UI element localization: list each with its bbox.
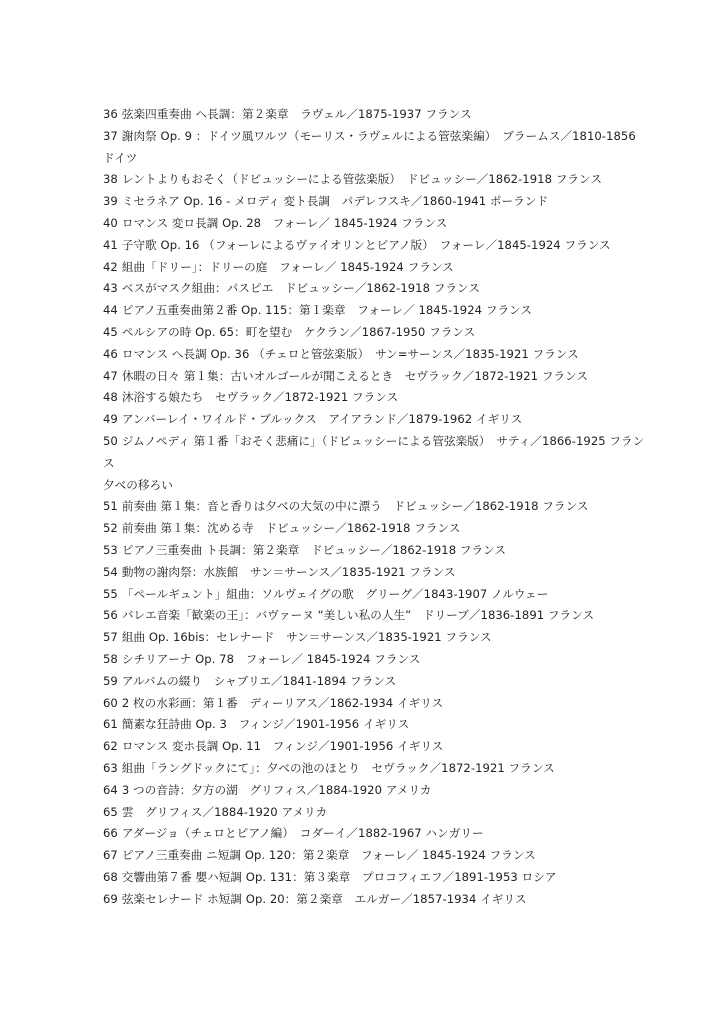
list-item: [103, 693, 623, 715]
list-item: [103, 322, 623, 344]
item-text: ドイツ: [103, 150, 138, 165]
item-number: 48: [103, 390, 118, 405]
item-number: 41: [103, 237, 118, 252]
item-text: 交響曲第７番 嬰ハ短調 Op. 131：第３楽章 プロコフィエフ／1891-1953 ロシア: [121, 869, 557, 884]
list-item: [103, 736, 623, 758]
item-number: 58: [103, 651, 118, 666]
item-number: 40: [103, 215, 118, 230]
item-text: 沐浴する娘たち セヴラック／1872-1921 フランス: [121, 390, 399, 405]
item-text: ミセラネア Op. 16 - メロディ 変ト長調 パデレフスキ／1860-1941 ポーランド: [121, 194, 549, 209]
item-number: 50: [103, 433, 118, 448]
item-number: 68: [103, 869, 118, 884]
list-item: [103, 496, 623, 518]
item-text: 2 枚の水彩画：第１番 ディーリアス／1862-1934 イギリス: [121, 695, 444, 710]
list-item: [103, 300, 623, 322]
item-text: ジムノペディ 第１番「おそく悲痛に」（ドビュッシーによる管弦楽版） サティ／1866-1925 フラン: [121, 433, 645, 448]
item-number: 36: [103, 107, 118, 121]
list-item: [103, 605, 623, 627]
list-item: [103, 518, 623, 540]
item-number: 45: [103, 324, 118, 339]
list-item: [103, 278, 623, 300]
list-item: [103, 823, 623, 845]
item-number: 59: [103, 673, 118, 688]
item-text: 夕べの移ろい: [103, 477, 173, 492]
list-item: [103, 845, 623, 867]
list-item-continuation: [103, 475, 623, 497]
item-number: 57: [103, 630, 118, 645]
item-number: 61: [103, 717, 118, 732]
item-text: バレエ音楽「歓楽の王」：バヴァーヌ “美しい私の人生” ドリーブ／1836-1891 フランス: [121, 608, 595, 623]
list-item-continuation: [103, 453, 623, 475]
item-text: 組曲「ラングドックにて」：夕べの池のほとり セヴラック／1872-1921 フランス: [121, 760, 555, 775]
item-text: 組曲「ドリー」：ドリーの庭 フォーレ／ 1845-1924 フランス: [121, 259, 454, 274]
item-text: シチリアーナ Op. 78 フォーレ／ 1845-1924 フランス: [121, 651, 421, 666]
item-number: 64: [103, 782, 118, 797]
list-item: [103, 366, 623, 388]
item-text: 動物の謝肉祭：水族館 サン＝サーンス／1835-1921 フランス: [121, 564, 456, 579]
item-number: 49: [103, 412, 118, 427]
item-text: アダージョ（チェロとピアノ編） コダーイ／1882-1967 ハンガリー: [121, 826, 484, 841]
list-item: [103, 409, 623, 431]
list-item: [103, 540, 623, 562]
list-item: [103, 104, 623, 126]
item-number: 39: [103, 194, 118, 209]
list-item: [103, 649, 623, 671]
entry-list: [103, 104, 645, 910]
item-text: レントよりもおそく（ドビュッシーによる管弦楽版） ドビュッシー／1862-1918 フランス: [121, 172, 602, 187]
list-item: [103, 780, 623, 802]
item-text: 謝肉祭 Op. 9 ：ドイツ風ワルツ（モーリス・ラヴェルによる管弦楽編） ブラームス／1810-1856: [121, 128, 636, 143]
item-text: ペルシアの時 Op. 65：町を望む ケクラン／1867-1950 フランス: [121, 324, 476, 339]
list-item-continuation: [103, 148, 623, 170]
list-item: [103, 257, 623, 279]
item-number: 46: [103, 346, 118, 361]
item-text: 「ペールギュント」組曲：ソルヴェイグの歌 グリーグ／1843-1907 ノルウェー: [121, 586, 549, 601]
item-text: 組曲 Op. 16bis：セレナード サン＝サーンス／1835-1921 フランス: [121, 630, 492, 645]
item-number: 63: [103, 760, 118, 775]
list-item: [103, 889, 623, 911]
item-text: アルバムの綴り シャブリエ／1841-1894 フランス: [121, 673, 397, 688]
item-text: 前奏曲 第１集：音と香りは夕べの大気の中に漂う ドビュッシー／1862-1918 フランス: [121, 499, 589, 514]
item-number: 55: [103, 586, 118, 601]
list-item: [103, 431, 645, 453]
list-item: [103, 126, 636, 148]
item-number: 67: [103, 848, 118, 863]
item-number: 42: [103, 259, 118, 274]
item-number: 38: [103, 172, 118, 187]
item-text: ピアノ五重奏曲第２番 Op. 115：第１楽章 フォーレ／ 1845-1924 フランス: [121, 303, 533, 318]
list-item: [103, 213, 623, 235]
item-text: 前奏曲 第１集：沈める寺 ドビュッシー／1862-1918 フランス: [121, 521, 461, 536]
item-number: 53: [103, 542, 118, 557]
item-text: アンバーレイ・ワイルド・ブルックス アイアランド／1879-1962 イギリス: [121, 412, 523, 427]
item-text: 弦楽セレナード ホ短調 Op. 20：第２楽章 エルガー／1857-1934 イギリス: [121, 891, 527, 906]
item-text: 弦楽四重奏曲 へ長調：第２楽章 ラヴェル／1875-1937 フランス: [121, 107, 472, 121]
item-number: 66: [103, 826, 118, 841]
item-text: ロマンス 変ロ長調 Op. 28 フォーレ／ 1845-1924 フランス: [121, 215, 448, 230]
list-item: [103, 584, 623, 606]
item-text: ピアノ三重奏曲 ト長調：第２楽章 ドビュッシー／1862-1918 フランス: [121, 542, 507, 557]
list-item: [103, 387, 623, 409]
list-item: [103, 562, 623, 584]
list-item: [103, 169, 623, 191]
item-number: 65: [103, 804, 118, 819]
item-number: 60: [103, 695, 118, 710]
item-text: ピアノ三重奏曲 ニ短調 Op. 120：第２楽章 フォーレ／ 1845-1924 フランス: [121, 848, 536, 863]
item-text: 簡素な狂詩曲 Op. 3 フィンジ／1901-1956 イギリス: [121, 717, 410, 732]
item-text: 雲 グリフィス／1884-1920 アメリカ: [121, 804, 328, 819]
item-number: 69: [103, 891, 118, 906]
list-item: [103, 235, 623, 257]
item-number: 37: [103, 128, 118, 143]
list-item: [103, 758, 623, 780]
list-item: [103, 627, 623, 649]
item-number: 54: [103, 564, 118, 579]
item-number: 44: [103, 303, 118, 318]
list-item: [103, 802, 623, 824]
item-text: 子守歌 Op. 16 （フォーレによるヴァイオリンとピアノ版） フォーレ／1845-1924 フランス: [121, 237, 611, 252]
list-item: [103, 714, 623, 736]
item-text: ロマンス へ長調 Op. 36 （チェロと管弦楽版） サン=サーンス／1835-1921 フランス: [121, 346, 579, 361]
item-number: 51: [103, 499, 118, 514]
item-number: 43: [103, 281, 118, 296]
item-number: 47: [103, 368, 118, 383]
list-item: [103, 191, 623, 213]
item-number: 56: [103, 608, 118, 623]
item-text: ス: [103, 455, 115, 470]
item-text: ロマンス 変ホ長調 Op. 11 フィンジ／1901-1956 イギリス: [121, 739, 444, 754]
list-item: [103, 867, 623, 889]
item-text: 3 つの音詩：夕方の湖 グリフィス／1884-1920 アメリカ: [121, 782, 432, 797]
item-number: 52: [103, 521, 118, 536]
item-text: 休暇の日々 第１集：古いオルゴールが聞こえるとき セヴラック／1872-1921 フランス: [121, 368, 589, 383]
item-text: ベスがマスク組曲：パスピエ ドビュッシー／1862-1918 フランス: [121, 281, 480, 296]
list-item: [103, 671, 623, 693]
item-number: 62: [103, 739, 118, 754]
list-item: [103, 344, 623, 366]
